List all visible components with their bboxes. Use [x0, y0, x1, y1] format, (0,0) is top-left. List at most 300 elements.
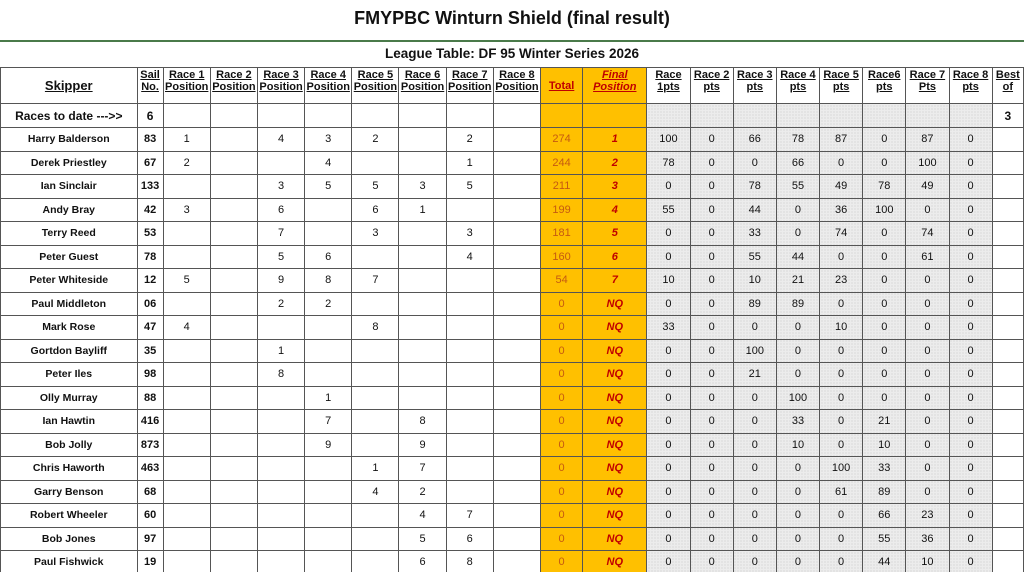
skipper-name: Peter Iles — [1, 363, 138, 387]
race-points-cell: 0 — [690, 480, 733, 504]
race-points-cell: 0 — [733, 551, 776, 572]
best-of-header: Best of — [992, 68, 1023, 104]
final-position-cell: 5 — [583, 222, 647, 246]
race-position-cell — [210, 551, 257, 572]
race-points-cell: 0 — [949, 245, 992, 269]
race-points-cell: 0 — [647, 339, 690, 363]
race-position-cell: 7 — [257, 222, 304, 246]
race-points-cell: 0 — [647, 433, 690, 457]
race-points-cell: 0 — [647, 480, 690, 504]
sail-number: 463 — [137, 457, 163, 481]
race-points-cell: 0 — [906, 292, 949, 316]
race-points-cell: 0 — [949, 410, 992, 434]
race-position-cell — [210, 480, 257, 504]
table-row — [1, 222, 1024, 246]
race-position-cell — [446, 363, 493, 387]
race-points-cell: 89 — [733, 292, 776, 316]
table-row — [1, 363, 1024, 387]
race-position-cell: 2 — [352, 128, 399, 152]
race-position-cell — [257, 480, 304, 504]
title-bar — [0, 0, 1024, 42]
race-points-cell: 33 — [776, 410, 819, 434]
race-1-position-header: Race 1 Position — [163, 68, 210, 104]
total-cell: 181 — [541, 222, 583, 246]
race-position-cell — [305, 457, 352, 481]
race-3-pts-header: Race 3 pts — [733, 68, 776, 104]
race-position-cell — [446, 198, 493, 222]
race-position-cell: 5 — [446, 175, 493, 199]
best-of-cell — [992, 480, 1023, 504]
race-position-cell — [493, 198, 540, 222]
race-position-cell — [163, 480, 210, 504]
race-points-cell: 0 — [906, 198, 949, 222]
race-position-cell — [163, 175, 210, 199]
race-points-cell: 23 — [820, 269, 863, 293]
race-points-cell: 0 — [863, 151, 906, 175]
total-cell: 0 — [541, 480, 583, 504]
race-position-cell — [352, 386, 399, 410]
final-position-cell: NQ — [583, 339, 647, 363]
race-position-cell: 3 — [305, 128, 352, 152]
race-position-cell: 1 — [352, 457, 399, 481]
race-points-cell: 0 — [863, 222, 906, 246]
race-position-cell — [446, 339, 493, 363]
race-position-cell — [210, 527, 257, 551]
race-points-cell: 0 — [949, 504, 992, 528]
race-position-cell — [210, 433, 257, 457]
sail-number: 67 — [137, 151, 163, 175]
race-points-cell: 0 — [733, 504, 776, 528]
race-points-cell: 0 — [776, 222, 819, 246]
race-position-cell — [163, 339, 210, 363]
race-points-cell: 0 — [690, 151, 733, 175]
race-position-cell — [399, 269, 446, 293]
race-position-cell: 2 — [399, 480, 446, 504]
race-points-cell: 100 — [863, 198, 906, 222]
skipper-name: Harry Balderson — [1, 128, 138, 152]
table-row — [1, 527, 1024, 551]
race-points-cell: 55 — [863, 527, 906, 551]
race-position-cell: 5 — [399, 527, 446, 551]
race-position-cell — [210, 316, 257, 340]
race-position-cell — [163, 222, 210, 246]
race-position-cell: 1 — [305, 386, 352, 410]
table-row — [1, 175, 1024, 199]
race-position-cell — [163, 386, 210, 410]
race-points-cell: 0 — [647, 410, 690, 434]
race-position-cell: 3 — [352, 222, 399, 246]
race-position-cell — [305, 504, 352, 528]
race-points-cell: 0 — [690, 457, 733, 481]
race-points-cell: 0 — [690, 386, 733, 410]
race-points-cell: 78 — [733, 175, 776, 199]
total-cell: 199 — [541, 198, 583, 222]
race-position-cell — [446, 316, 493, 340]
race-points-cell: 0 — [647, 245, 690, 269]
final-position-cell: NQ — [583, 386, 647, 410]
skipper-name: Garry Benson — [1, 480, 138, 504]
race-points-cell: 100 — [733, 339, 776, 363]
race-position-cell — [257, 433, 304, 457]
race-8-pts-header: Race 8 pts — [949, 68, 992, 104]
race-points-cell: 0 — [820, 292, 863, 316]
race-points-cell: 44 — [776, 245, 819, 269]
skipper-name: Andy Bray — [1, 198, 138, 222]
total-cell: 160 — [541, 245, 583, 269]
race-points-cell: 0 — [863, 245, 906, 269]
race-points-cell: 0 — [820, 386, 863, 410]
total-cell: 54 — [541, 269, 583, 293]
race-position-cell — [210, 222, 257, 246]
total-cell: 0 — [541, 339, 583, 363]
race-position-cell — [399, 386, 446, 410]
race-5-pts-header: Race 5 pts — [820, 68, 863, 104]
race-position-cell — [493, 386, 540, 410]
race-position-cell — [305, 316, 352, 340]
race-position-cell: 1 — [257, 339, 304, 363]
race-position-cell — [446, 480, 493, 504]
sail-number: 133 — [137, 175, 163, 199]
race-points-cell: 0 — [949, 269, 992, 293]
race-position-cell: 2 — [446, 128, 493, 152]
race-points-cell: 0 — [776, 339, 819, 363]
race-position-cell — [210, 457, 257, 481]
race-position-cell: 3 — [446, 222, 493, 246]
race-points-cell: 89 — [776, 292, 819, 316]
skipper-name: Chris Haworth — [1, 457, 138, 481]
race-position-cell: 5 — [163, 269, 210, 293]
race-position-cell — [210, 504, 257, 528]
race-points-cell: 10 — [647, 269, 690, 293]
race-position-cell — [163, 527, 210, 551]
race-1-pts-header: Race 1pts — [647, 68, 690, 104]
race-position-cell — [493, 339, 540, 363]
race-points-cell: 0 — [949, 151, 992, 175]
race-position-cell — [399, 339, 446, 363]
race-points-cell: 0 — [863, 339, 906, 363]
race-points-cell: 0 — [949, 527, 992, 551]
race-position-cell — [493, 128, 540, 152]
race-points-cell: 100 — [776, 386, 819, 410]
best-of-cell — [992, 222, 1023, 246]
race-points-cell: 89 — [863, 480, 906, 504]
race-points-cell: 0 — [776, 504, 819, 528]
race-position-cell — [210, 292, 257, 316]
race-points-cell: 10 — [776, 433, 819, 457]
race-points-cell: 0 — [863, 386, 906, 410]
sail-number: 873 — [137, 433, 163, 457]
race-points-cell: 0 — [949, 222, 992, 246]
race-points-cell: 0 — [733, 410, 776, 434]
race-position-cell — [210, 339, 257, 363]
race-points-cell: 0 — [690, 316, 733, 340]
race-points-cell: 0 — [906, 480, 949, 504]
race-points-cell: 0 — [820, 363, 863, 387]
race-points-cell: 0 — [820, 433, 863, 457]
final-position-cell: 6 — [583, 245, 647, 269]
best-of-cell — [992, 128, 1023, 152]
race-position-cell — [352, 410, 399, 434]
final-position-cell: NQ — [583, 292, 647, 316]
sail-number: 06 — [137, 292, 163, 316]
race-points-cell: 0 — [906, 386, 949, 410]
total-cell: 0 — [541, 504, 583, 528]
race-points-cell: 21 — [776, 269, 819, 293]
race-points-cell: 0 — [863, 128, 906, 152]
best-of-cell — [992, 269, 1023, 293]
best-of-cell — [992, 457, 1023, 481]
races-to-date-count: 6 — [137, 104, 163, 128]
race-points-cell: 100 — [906, 151, 949, 175]
skipper-name: Bob Jolly — [1, 433, 138, 457]
race-points-cell: 55 — [733, 245, 776, 269]
final-position-cell: NQ — [583, 457, 647, 481]
race-position-cell — [352, 339, 399, 363]
race-points-cell: 100 — [820, 457, 863, 481]
race-points-cell: 87 — [820, 128, 863, 152]
race-points-cell: 0 — [949, 128, 992, 152]
league-table-title: League Table: DF 95 Winter Series 2026 — [385, 46, 639, 61]
race-points-cell: 0 — [690, 551, 733, 572]
race-position-cell — [257, 527, 304, 551]
total-cell: 0 — [541, 363, 583, 387]
race-position-cell — [210, 245, 257, 269]
race-position-cell: 8 — [352, 316, 399, 340]
race-position-cell — [399, 128, 446, 152]
best-of-cell — [992, 410, 1023, 434]
race-position-cell — [305, 527, 352, 551]
race-6-position-header: Race 6 Position — [399, 68, 446, 104]
race-position-cell: 6 — [446, 527, 493, 551]
race-3-position-header: Race 3 Position — [257, 68, 304, 104]
race-5-position-header: Race 5 Position — [352, 68, 399, 104]
total-cell: 211 — [541, 175, 583, 199]
race-4-position-header: Race 4 Position — [305, 68, 352, 104]
race-points-cell: 0 — [733, 433, 776, 457]
race-points-cell: 0 — [906, 339, 949, 363]
race-position-cell — [210, 198, 257, 222]
sail-number: 78 — [137, 245, 163, 269]
best-of-cell — [992, 433, 1023, 457]
race-points-cell: 0 — [949, 363, 992, 387]
race-position-cell: 8 — [257, 363, 304, 387]
best-of-cell — [992, 504, 1023, 528]
race-points-cell: 0 — [949, 316, 992, 340]
race-position-cell — [257, 551, 304, 572]
race-4-pts-header: Race 4 pts — [776, 68, 819, 104]
race-position-cell: 3 — [399, 175, 446, 199]
final-position-cell: 3 — [583, 175, 647, 199]
race-position-cell — [163, 504, 210, 528]
race-position-cell — [163, 457, 210, 481]
race-position-cell — [446, 292, 493, 316]
skipper-name: Mark Rose — [1, 316, 138, 340]
race-points-cell: 0 — [949, 292, 992, 316]
race-points-cell: 0 — [949, 175, 992, 199]
race-points-cell: 0 — [690, 269, 733, 293]
final-position-cell: NQ — [583, 551, 647, 572]
race-position-cell: 5 — [257, 245, 304, 269]
race-position-cell: 3 — [257, 175, 304, 199]
race-points-cell: 0 — [820, 245, 863, 269]
race-position-cell: 6 — [257, 198, 304, 222]
final-position-cell: NQ — [583, 480, 647, 504]
race-position-cell — [399, 222, 446, 246]
table-row — [1, 504, 1024, 528]
race-position-cell: 9 — [257, 269, 304, 293]
race-position-cell — [257, 386, 304, 410]
best-of-cell — [992, 175, 1023, 199]
race-points-cell: 0 — [863, 363, 906, 387]
race-position-cell — [163, 292, 210, 316]
race-position-cell: 5 — [352, 175, 399, 199]
race-points-cell: 0 — [733, 457, 776, 481]
race-points-cell: 0 — [820, 410, 863, 434]
race-position-cell — [352, 245, 399, 269]
race-position-cell — [257, 457, 304, 481]
race-position-cell — [446, 269, 493, 293]
skipper-name: Olly Murray — [1, 386, 138, 410]
total-cell: 0 — [541, 292, 583, 316]
skipper-name: Gortdon Bayliff — [1, 339, 138, 363]
race-2-pts-header: Race 2 pts — [690, 68, 733, 104]
final-position-cell: NQ — [583, 410, 647, 434]
race-points-cell: 0 — [690, 504, 733, 528]
race-points-cell: 0 — [949, 433, 992, 457]
race-position-cell: 1 — [163, 128, 210, 152]
race-position-cell — [210, 363, 257, 387]
race-points-cell: 0 — [906, 410, 949, 434]
race-position-cell: 2 — [163, 151, 210, 175]
total-cell: 0 — [541, 433, 583, 457]
race-position-cell — [163, 245, 210, 269]
race-7-position-header: Race 7 Position — [446, 68, 493, 104]
page-title: FMYPBC Winturn Shield (final result) — [354, 8, 670, 28]
race-points-cell: 10 — [820, 316, 863, 340]
race-position-cell — [210, 175, 257, 199]
best-of-cell — [992, 386, 1023, 410]
race-position-cell — [305, 363, 352, 387]
race-points-cell: 0 — [776, 198, 819, 222]
race-position-cell — [163, 433, 210, 457]
race-points-cell: 0 — [647, 363, 690, 387]
skipper-name: Derek Priestley — [1, 151, 138, 175]
race-position-cell: 5 — [305, 175, 352, 199]
sail-number: 98 — [137, 363, 163, 387]
race-position-cell — [493, 151, 540, 175]
total-cell: 0 — [541, 527, 583, 551]
sail-number: 42 — [137, 198, 163, 222]
total-cell: 244 — [541, 151, 583, 175]
race-points-cell: 0 — [820, 551, 863, 572]
race-points-cell: 0 — [863, 316, 906, 340]
race-position-cell: 7 — [352, 269, 399, 293]
race-position-cell — [305, 551, 352, 572]
race-position-cell — [163, 551, 210, 572]
race-position-cell — [493, 269, 540, 293]
race-points-cell: 0 — [733, 151, 776, 175]
race-points-cell: 0 — [906, 457, 949, 481]
final-position-cell: 4 — [583, 198, 647, 222]
race-points-cell: 0 — [690, 175, 733, 199]
race-points-cell: 0 — [949, 480, 992, 504]
race-points-cell: 0 — [690, 128, 733, 152]
race-position-cell — [210, 151, 257, 175]
header-row — [1, 68, 1024, 104]
race-points-cell: 49 — [906, 175, 949, 199]
race-points-cell: 0 — [690, 292, 733, 316]
best-of-cell — [992, 151, 1023, 175]
race-position-cell — [399, 316, 446, 340]
table-row — [1, 339, 1024, 363]
race-position-cell — [257, 410, 304, 434]
race-position-cell: 1 — [399, 198, 446, 222]
race-points-cell: 0 — [690, 410, 733, 434]
race-7-pts-header: Race 7 Pts — [906, 68, 949, 104]
race-position-cell: 1 — [446, 151, 493, 175]
race-points-cell: 0 — [647, 457, 690, 481]
table-row — [1, 198, 1024, 222]
race-points-cell: 0 — [690, 363, 733, 387]
league-table — [0, 67, 1024, 572]
race-position-cell: 4 — [399, 504, 446, 528]
race-points-cell: 0 — [733, 527, 776, 551]
race-points-cell: 100 — [647, 128, 690, 152]
race-points-cell: 44 — [863, 551, 906, 572]
race-position-cell — [493, 551, 540, 572]
race-position-cell — [399, 151, 446, 175]
race-position-cell: 4 — [163, 316, 210, 340]
sail-number: 97 — [137, 527, 163, 551]
race-points-cell: 0 — [906, 269, 949, 293]
race-points-cell: 0 — [733, 480, 776, 504]
race-6-pts-header: Race6 pts — [863, 68, 906, 104]
race-2-position-header: Race 2 Position — [210, 68, 257, 104]
table-row — [1, 551, 1024, 572]
sail-number: 88 — [137, 386, 163, 410]
skipper-name: Bob Jones — [1, 527, 138, 551]
race-position-cell: 8 — [446, 551, 493, 572]
race-position-cell: 6 — [399, 551, 446, 572]
race-points-cell: 74 — [906, 222, 949, 246]
race-points-cell: 0 — [647, 222, 690, 246]
best-of-cell — [992, 198, 1023, 222]
sail-number: 83 — [137, 128, 163, 152]
skipper-name: Paul Middleton — [1, 292, 138, 316]
race-position-cell — [493, 175, 540, 199]
race-position-cell — [446, 457, 493, 481]
race-position-cell: 2 — [257, 292, 304, 316]
race-8-position-header: Race 8 Position — [493, 68, 540, 104]
race-position-cell — [493, 527, 540, 551]
race-position-cell — [210, 410, 257, 434]
total-header: Total — [541, 68, 583, 104]
race-position-cell — [163, 363, 210, 387]
race-points-cell: 33 — [647, 316, 690, 340]
sail-number: 60 — [137, 504, 163, 528]
race-position-cell: 9 — [399, 433, 446, 457]
race-points-cell: 10 — [863, 433, 906, 457]
race-points-cell: 0 — [690, 339, 733, 363]
race-position-cell — [493, 363, 540, 387]
race-points-cell: 74 — [820, 222, 863, 246]
final-position-cell: NQ — [583, 316, 647, 340]
best-of-cell — [992, 339, 1023, 363]
race-position-cell — [399, 245, 446, 269]
race-position-cell — [352, 151, 399, 175]
race-points-cell: 21 — [733, 363, 776, 387]
table-row — [1, 269, 1024, 293]
